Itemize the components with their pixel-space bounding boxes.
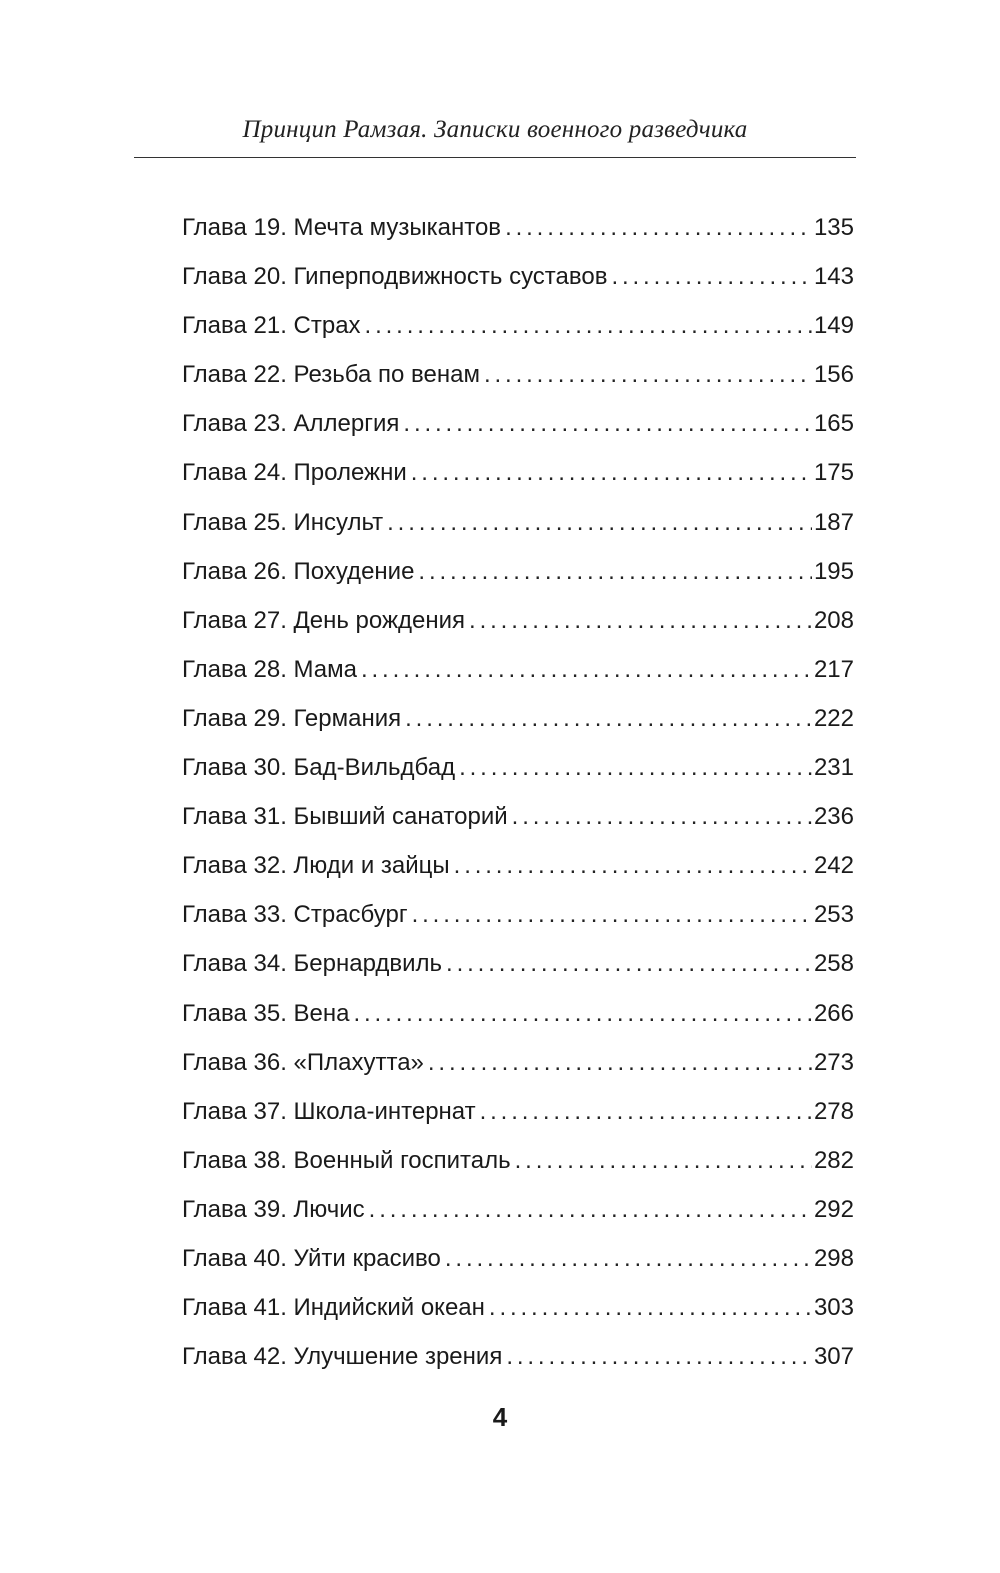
toc-entry-page: 303: [813, 1294, 854, 1322]
dot-leader: [353, 992, 811, 1036]
toc-entry-title: Глава 28. Мама: [182, 655, 357, 683]
toc-entry-page: 231: [813, 754, 854, 782]
toc-entry-title: Глава 29. Германия: [182, 704, 402, 732]
toc-entry-page: 187: [813, 508, 854, 536]
dot-leader: [505, 206, 812, 250]
dot-leader: [405, 697, 812, 741]
toc-entry[interactable]: [182, 599, 854, 648]
toc-entry[interactable]: [182, 1090, 854, 1139]
dot-leader: [469, 599, 812, 643]
toc-entry-title: Глава 25. Инсульт: [182, 508, 384, 536]
dot-leader: [365, 304, 812, 348]
toc-entry-page: 143: [813, 263, 854, 291]
toc-entry[interactable]: [182, 1286, 854, 1335]
toc-entry[interactable]: [182, 893, 854, 942]
dot-leader: [361, 648, 812, 692]
toc-entry[interactable]: [182, 648, 854, 697]
dot-leader: [512, 795, 812, 839]
dot-leader: [484, 353, 812, 397]
toc-entry[interactable]: [182, 353, 854, 402]
toc-entry-page: 165: [813, 410, 854, 438]
toc-entry-page: 298: [813, 1244, 854, 1272]
toc-entry[interactable]: [182, 501, 854, 550]
toc-entry-title: Глава 31. Бывший санаторий: [182, 803, 508, 831]
toc-entry-page: 135: [813, 214, 854, 241]
toc-entry-title: Глава 21. Страх: [182, 312, 361, 340]
toc-entry-title: Глава 38. Военный госпиталь: [182, 1146, 511, 1174]
toc-entry-page: 307: [813, 1343, 854, 1371]
dot-leader: [412, 893, 812, 937]
dot-leader: [515, 1139, 812, 1183]
toc-entry[interactable]: [182, 451, 854, 500]
toc-entry-page: 195: [813, 557, 854, 585]
toc-entry-page: 222: [813, 704, 854, 732]
toc-entry[interactable]: [182, 1041, 854, 1090]
toc-entry-title: Глава 23. Аллергия: [182, 410, 400, 438]
toc-entry-title: Глава 33. Страсбург: [182, 901, 408, 929]
toc-entry-page: 156: [813, 361, 854, 389]
toc-entry-page: 236: [813, 803, 854, 831]
toc-entry-title: Глава 36. «Плахутта»: [182, 1048, 424, 1076]
toc-entry-page: 278: [813, 1097, 854, 1125]
dot-leader: [459, 746, 812, 790]
toc-entry-title: Глава 19. Мечта музыкантов: [182, 214, 502, 241]
toc-entry-title: Глава 32. Люди и зайцы: [182, 852, 450, 880]
toc-entry[interactable]: [182, 402, 854, 451]
toc-entry[interactable]: [182, 1139, 854, 1188]
dot-leader: [446, 942, 812, 986]
header-rule: [134, 157, 856, 158]
dot-leader: [403, 402, 812, 446]
toc-entry-page: 217: [813, 655, 854, 683]
toc-entry-page: 208: [813, 606, 854, 634]
toc-entry[interactable]: [182, 697, 854, 746]
toc-entry[interactable]: [182, 992, 854, 1041]
toc-entry[interactable]: [182, 844, 854, 893]
dot-leader: [428, 1041, 812, 1085]
toc-entry-title: Глава 20. Гиперподвижность суставов: [182, 263, 608, 291]
dot-leader: [418, 550, 812, 594]
dot-leader: [506, 1335, 812, 1379]
toc-entry-title: Глава 39. Лючис: [182, 1195, 365, 1223]
toc-entry-title: Глава 34. Бернардвиль: [182, 950, 443, 978]
toc-entry-title: Глава 30. Бад-Вильдбад: [182, 754, 456, 782]
dot-leader: [611, 255, 812, 299]
running-header: Принцип Рамзая. Записки военного разведчика: [242, 116, 748, 143]
toc-entry-page: 242: [813, 852, 854, 880]
toc-entry-title: Глава 41. Индийский океан: [182, 1294, 485, 1322]
dot-leader: [454, 844, 812, 888]
toc-entry-page: 266: [813, 999, 854, 1027]
toc-entry-page: 282: [813, 1146, 854, 1174]
toc-entry-page: 175: [813, 459, 854, 487]
toc-entry-page: 258: [813, 950, 854, 978]
toc-entry[interactable]: [182, 1237, 854, 1286]
dot-leader: [369, 1188, 812, 1232]
dot-leader: [480, 1090, 812, 1134]
toc-entry-page: 253: [813, 901, 854, 929]
toc-entry[interactable]: [182, 1188, 854, 1237]
toc-entry-page: 149: [813, 312, 854, 340]
toc-entry-title: Глава 27. День рождения: [182, 606, 466, 634]
toc-entry-title: Глава 35. Вена: [182, 999, 350, 1027]
toc-entry[interactable]: [182, 304, 854, 353]
dot-leader: [411, 451, 812, 495]
toc-entry[interactable]: [182, 255, 854, 304]
toc-entry-title: Глава 37. Школа-интернат: [182, 1097, 476, 1125]
toc-entry[interactable]: [182, 942, 854, 991]
dot-leader: [387, 501, 812, 545]
table-of-contents: [182, 206, 854, 1384]
dot-leader: [489, 1286, 812, 1330]
toc-entry-title: Глава 22. Резьба по венам: [182, 361, 480, 389]
toc-entry-title: Глава 40. Уйти красиво: [182, 1244, 441, 1272]
dot-leader: [445, 1237, 812, 1281]
toc-entry[interactable]: [182, 746, 854, 795]
page-number: 4: [492, 1402, 508, 1432]
toc-entry[interactable]: [182, 1335, 854, 1384]
toc-entry-page: 292: [813, 1195, 854, 1223]
toc-entry-title: Глава 26. Похудение: [182, 557, 415, 585]
toc-entry[interactable]: [182, 206, 854, 255]
toc-entry[interactable]: [182, 795, 854, 844]
toc-entry-page: 273: [813, 1048, 854, 1076]
toc-entry[interactable]: [182, 550, 854, 599]
toc-entry-title: Глава 24. Пролежни: [182, 459, 407, 487]
toc-entry-title: Глава 42. Улучшение зрения: [182, 1343, 503, 1371]
